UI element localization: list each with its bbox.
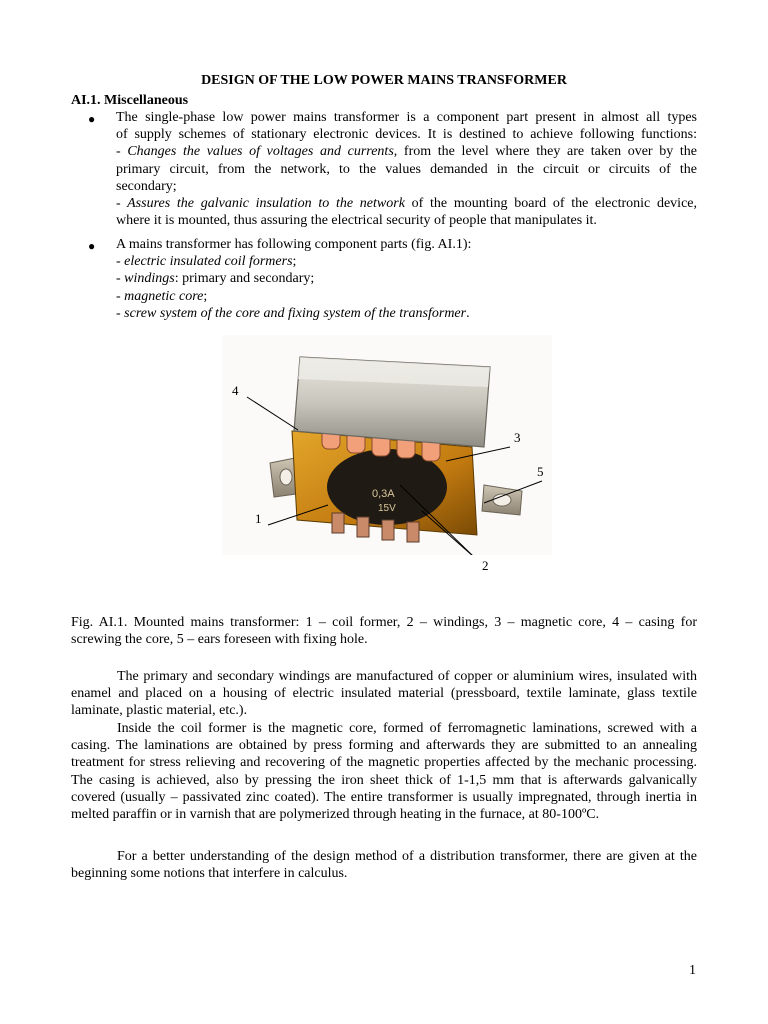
- transformer-photo: [222, 335, 552, 555]
- bullet-2-intro: A mains transformer has following component parts (fig. AI.1):: [116, 237, 472, 252]
- page-title: DESIGN OF THE LOW POWER MAINS TRANSFORMER: [201, 73, 567, 88]
- function-1-line-3: secondary;: [116, 178, 177, 194]
- function-1-rest: from the level where they are taken over by the: [397, 144, 698, 160]
- component-item: - magnetic core;: [116, 288, 208, 304]
- function-1-line-1: [116, 143, 697, 160]
- bullet-marker: ●: [88, 112, 96, 126]
- section-heading: AI.1. Miscellaneous: [71, 93, 189, 108]
- component-item: - windings: primary and secondary;: [116, 271, 315, 287]
- paragraph-windings: The primary and secondary windings are manufactured of copper or aluminium wires, insulated with enamel and placed on a housing of electric insulated material (pressboard, textile laminate, glass textile laminate, plastic material, etc.).: [71, 669, 697, 719]
- function-2-line-1: [116, 195, 697, 212]
- page-number: 1: [689, 963, 696, 978]
- function-1-line-2: primary circuit, from the network, to the values demanded in the circuit or circuits of the: [116, 161, 697, 177]
- bullet-1-line-1: The single-phase low power mains transformer is a component part present in almost all types: [116, 110, 697, 125]
- figure-caption: Fig. AI.1. Mounted mains transformer: 1 – coil former, 2 – windings, 3 – magnetic core, 4 – casing for screwing the core, 5 – ears foreseen with fixing hole.: [71, 615, 697, 648]
- function-2-italic: - Assures the galvanic insulation to the network: [116, 196, 405, 212]
- transformer-illustration: [222, 335, 552, 555]
- bullet-2-text: [116, 236, 697, 322]
- callout-1: 1: [255, 511, 262, 526]
- component-item: - screw system of the core and fixing system of the transformer.: [116, 305, 470, 321]
- paragraph-notions: For a better understanding of the design method of a distribution transformer, there are given at the beginning some notions that interfere in calculus.: [71, 849, 697, 882]
- bullet-1-line-2: of supply schemes of stationary electronic devices. It is destined to achieve following functions:: [116, 127, 697, 143]
- bullet-1-text: [116, 109, 697, 229]
- callout-2: 2: [482, 558, 489, 573]
- bullet-marker: ●: [88, 239, 96, 253]
- current-rating: 0,3A: [372, 488, 395, 500]
- function-2-rest: of the mounting board of the electronic device,: [404, 196, 697, 212]
- component-item: - electric insulated coil formers;: [116, 254, 297, 270]
- callout-4: 4: [232, 383, 239, 398]
- callout-3: 3: [514, 430, 521, 445]
- callout-5: 5: [537, 464, 544, 479]
- function-1-italic: - Changes the values of voltages and currents,: [116, 144, 398, 160]
- paragraph-core: Inside the coil former is the magnetic core, formed of ferromagnetic laminations, screwed with a casing. The laminations are obtained by press forming and afterwards they are submitted to an annealing treatment for stress relieving and recovering of the magnetic properties affected by the mechanic processing. The casing is achieved, also by pressing the iron sheet thick of 1-1,5 mm that is afterwards galvanically covered (usually – passivated zinc coated). The entire transformer is usually impregnated, through inertia in melted paraffin or in varnish that are polymerized through heating in the furnace, at 80-100ºC.: [71, 721, 697, 823]
- voltage-rating: 15V: [378, 503, 396, 514]
- function-2-line-2: where it is mounted, thus assuring the electrical security of people that manipulates it.: [116, 213, 597, 229]
